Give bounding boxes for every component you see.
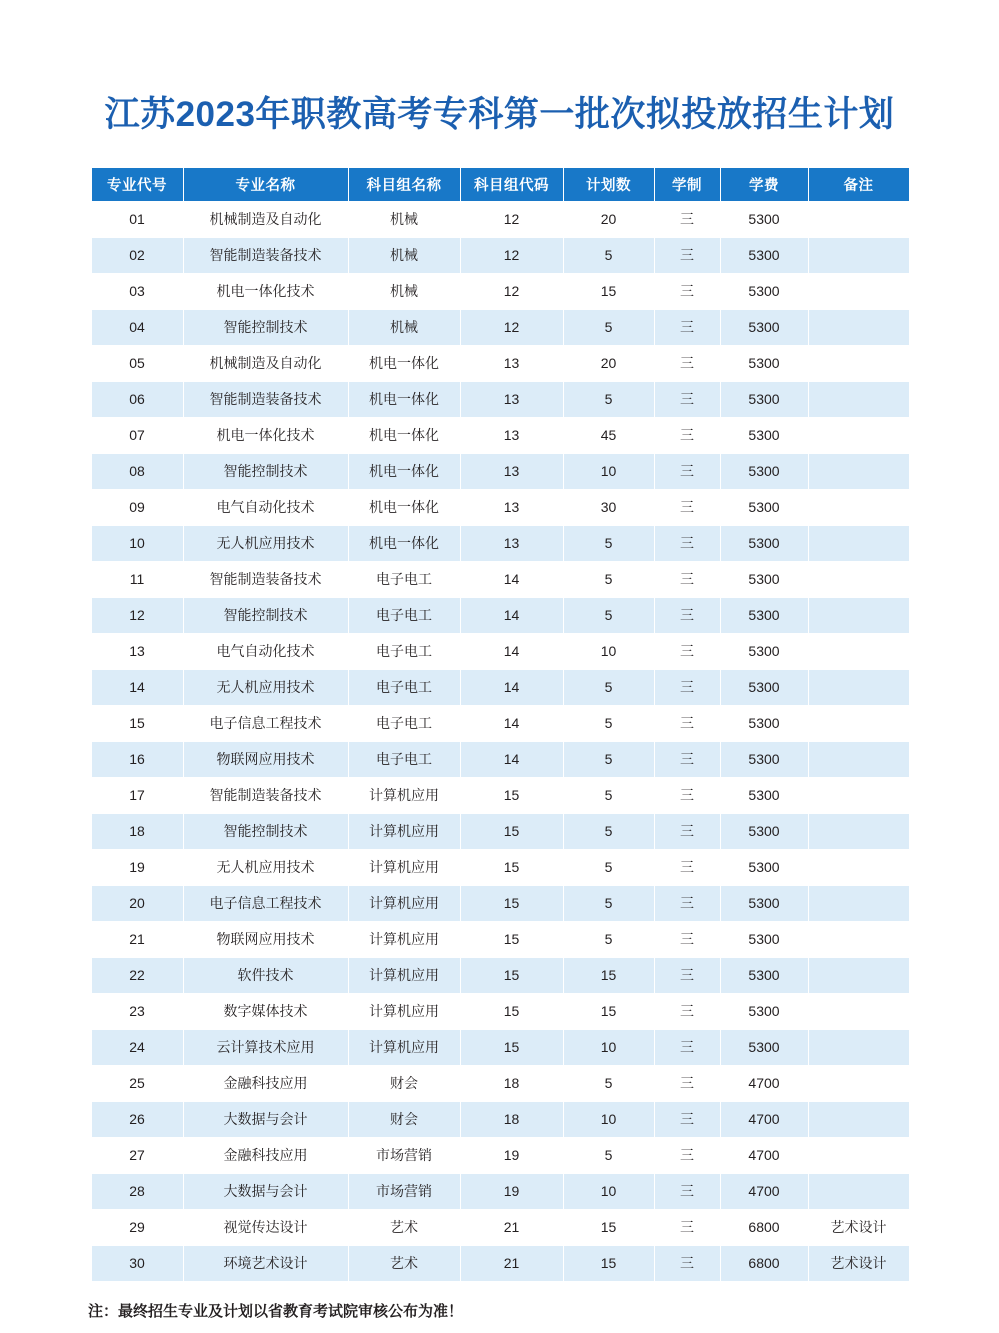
cell-major-name: 智能制造装备技术	[183, 777, 348, 813]
cell-major-code: 22	[91, 957, 183, 993]
cell-major-code: 23	[91, 993, 183, 1029]
cell-tuition: 5300	[720, 525, 808, 561]
cell-major-name: 视觉传达设计	[183, 1209, 348, 1245]
cell-major-code: 13	[91, 633, 183, 669]
cell-subject-group-name: 电子电工	[348, 633, 460, 669]
cell-tuition: 5300	[720, 597, 808, 633]
cell-tuition: 5300	[720, 885, 808, 921]
cell-remark	[808, 993, 909, 1029]
cell-tuition: 5300	[720, 381, 808, 417]
cell-subject-group-name: 机电一体化	[348, 381, 460, 417]
table-row	[91, 921, 909, 957]
cell-remark	[808, 561, 909, 597]
cell-subject-group-code: 15	[460, 1029, 563, 1065]
cell-major-code: 28	[91, 1173, 183, 1209]
cell-subject-group-code: 13	[460, 453, 563, 489]
cell-duration: 三	[654, 1029, 720, 1065]
cell-remark	[808, 309, 909, 345]
cell-major-name: 环境艺术设计	[183, 1245, 348, 1281]
column-header-remark: 备注	[808, 167, 909, 201]
cell-subject-group-name: 财会	[348, 1101, 460, 1137]
cell-major-code: 25	[91, 1065, 183, 1101]
cell-duration: 三	[654, 741, 720, 777]
cell-remark	[808, 237, 909, 273]
table-row	[91, 273, 909, 309]
cell-tuition: 5300	[720, 669, 808, 705]
table-row	[91, 597, 909, 633]
cell-major-name: 智能控制技术	[183, 309, 348, 345]
cell-duration: 三	[654, 957, 720, 993]
cell-major-name: 大数据与会计	[183, 1173, 348, 1209]
cell-subject-group-name: 电子电工	[348, 597, 460, 633]
cell-major-code: 08	[91, 453, 183, 489]
cell-subject-group-name: 电子电工	[348, 561, 460, 597]
cell-plan-count: 5	[563, 705, 654, 741]
column-header-major-name: 专业名称	[183, 167, 348, 201]
cell-duration: 三	[654, 705, 720, 741]
cell-tuition: 5300	[720, 777, 808, 813]
cell-tuition: 4700	[720, 1065, 808, 1101]
cell-remark	[808, 741, 909, 777]
cell-plan-count: 45	[563, 417, 654, 453]
cell-duration: 三	[654, 417, 720, 453]
cell-major-code: 04	[91, 309, 183, 345]
page-title: 江苏2023年职教高考专科第一批次拟投放招生计划	[104, 95, 895, 134]
cell-plan-count: 5	[563, 813, 654, 849]
cell-major-name: 智能控制技术	[183, 813, 348, 849]
cell-remark	[808, 525, 909, 561]
cell-subject-group-name: 电子电工	[348, 741, 460, 777]
cell-duration: 三	[654, 1245, 720, 1281]
cell-duration: 三	[654, 633, 720, 669]
table-row	[91, 813, 909, 849]
cell-major-code: 14	[91, 669, 183, 705]
cell-duration: 三	[654, 273, 720, 309]
cell-remark	[808, 417, 909, 453]
plan-table-container	[91, 167, 909, 1282]
table-body	[91, 201, 909, 1281]
cell-tuition: 5300	[720, 561, 808, 597]
cell-major-name: 智能制造装备技术	[183, 381, 348, 417]
cell-subject-group-name: 财会	[348, 1065, 460, 1101]
cell-tuition: 5300	[720, 741, 808, 777]
cell-subject-group-name: 艺术	[348, 1245, 460, 1281]
cell-major-name: 无人机应用技术	[183, 525, 348, 561]
column-header-subject-group-name: 科目组名称	[348, 167, 460, 201]
cell-remark	[808, 669, 909, 705]
cell-plan-count: 5	[563, 669, 654, 705]
cell-major-code: 19	[91, 849, 183, 885]
cell-subject-group-code: 14	[460, 741, 563, 777]
cell-plan-count: 20	[563, 345, 654, 381]
column-header-major-code: 专业代号	[91, 167, 183, 201]
cell-tuition: 5300	[720, 705, 808, 741]
cell-plan-count: 5	[563, 921, 654, 957]
cell-subject-group-code: 15	[460, 813, 563, 849]
table-row	[91, 489, 909, 525]
table-row	[91, 1245, 909, 1281]
cell-duration: 三	[654, 813, 720, 849]
table-row	[91, 345, 909, 381]
cell-tuition: 5300	[720, 417, 808, 453]
table-row	[91, 669, 909, 705]
cell-major-name: 电气自动化技术	[183, 633, 348, 669]
cell-subject-group-name: 机电一体化	[348, 525, 460, 561]
table-header	[91, 167, 909, 201]
cell-remark	[808, 849, 909, 885]
cell-major-code: 06	[91, 381, 183, 417]
table-row	[91, 777, 909, 813]
table-row	[91, 957, 909, 993]
cell-major-name: 物联网应用技术	[183, 921, 348, 957]
cell-subject-group-name: 计算机应用	[348, 957, 460, 993]
cell-major-name: 金融科技应用	[183, 1065, 348, 1101]
cell-tuition: 5300	[720, 345, 808, 381]
cell-plan-count: 20	[563, 201, 654, 237]
cell-major-code: 17	[91, 777, 183, 813]
cell-plan-count: 10	[563, 1173, 654, 1209]
table-row	[91, 453, 909, 489]
cell-duration: 三	[654, 381, 720, 417]
cell-duration: 三	[654, 1209, 720, 1245]
cell-major-name: 无人机应用技术	[183, 669, 348, 705]
cell-plan-count: 5	[563, 885, 654, 921]
cell-subject-group-code: 13	[460, 489, 563, 525]
cell-major-name: 机电一体化技术	[183, 273, 348, 309]
cell-major-code: 18	[91, 813, 183, 849]
cell-major-name: 机械制造及自动化	[183, 345, 348, 381]
cell-duration: 三	[654, 1065, 720, 1101]
cell-major-code: 30	[91, 1245, 183, 1281]
cell-plan-count: 10	[563, 1101, 654, 1137]
cell-major-name: 机电一体化技术	[183, 417, 348, 453]
table-row	[91, 309, 909, 345]
cell-major-name: 大数据与会计	[183, 1101, 348, 1137]
cell-subject-group-code: 15	[460, 993, 563, 1029]
cell-major-code: 26	[91, 1101, 183, 1137]
table-row	[91, 1209, 909, 1245]
cell-subject-group-name: 机械	[348, 273, 460, 309]
table-row	[91, 741, 909, 777]
table-row	[91, 633, 909, 669]
cell-major-name: 物联网应用技术	[183, 741, 348, 777]
cell-tuition: 5300	[720, 309, 808, 345]
cell-duration: 三	[654, 561, 720, 597]
cell-major-name: 金融科技应用	[183, 1137, 348, 1173]
cell-subject-group-code: 21	[460, 1209, 563, 1245]
cell-remark	[808, 597, 909, 633]
cell-remark	[808, 489, 909, 525]
cell-major-name: 智能制造装备技术	[183, 561, 348, 597]
cell-major-code: 27	[91, 1137, 183, 1173]
cell-subject-group-name: 计算机应用	[348, 993, 460, 1029]
cell-major-code: 15	[91, 705, 183, 741]
table-row	[91, 993, 909, 1029]
table-row	[91, 1137, 909, 1173]
cell-tuition: 5300	[720, 957, 808, 993]
cell-duration: 三	[654, 237, 720, 273]
cell-remark	[808, 1029, 909, 1065]
cell-remark	[808, 1101, 909, 1137]
cell-subject-group-name: 电子电工	[348, 705, 460, 741]
cell-plan-count: 15	[563, 1245, 654, 1281]
cell-major-name: 无人机应用技术	[183, 849, 348, 885]
cell-tuition: 5300	[720, 849, 808, 885]
table-row	[91, 417, 909, 453]
cell-remark	[808, 777, 909, 813]
cell-plan-count: 15	[563, 273, 654, 309]
cell-remark	[808, 813, 909, 849]
cell-plan-count: 5	[563, 525, 654, 561]
cell-tuition: 5300	[720, 1029, 808, 1065]
cell-subject-group-name: 电子电工	[348, 669, 460, 705]
cell-major-code: 12	[91, 597, 183, 633]
cell-duration: 三	[654, 453, 720, 489]
cell-subject-group-code: 12	[460, 201, 563, 237]
cell-remark	[808, 381, 909, 417]
cell-major-code: 20	[91, 885, 183, 921]
cell-remark	[808, 1137, 909, 1173]
table-row	[91, 525, 909, 561]
cell-duration: 三	[654, 1101, 720, 1137]
cell-remark: 艺术设计	[808, 1245, 909, 1281]
cell-tuition: 5300	[720, 489, 808, 525]
cell-subject-group-name: 机械	[348, 201, 460, 237]
cell-major-name: 云计算技术应用	[183, 1029, 348, 1065]
cell-plan-count: 5	[563, 777, 654, 813]
cell-major-name: 电气自动化技术	[183, 489, 348, 525]
cell-duration: 三	[654, 993, 720, 1029]
cell-duration: 三	[654, 489, 720, 525]
cell-plan-count: 30	[563, 489, 654, 525]
cell-duration: 三	[654, 849, 720, 885]
cell-remark	[808, 453, 909, 489]
cell-subject-group-code: 14	[460, 633, 563, 669]
cell-duration: 三	[654, 777, 720, 813]
cell-plan-count: 5	[563, 1065, 654, 1101]
cell-remark: 艺术设计	[808, 1209, 909, 1245]
cell-plan-count: 5	[563, 597, 654, 633]
cell-remark	[808, 633, 909, 669]
table-row	[91, 1065, 909, 1101]
cell-major-code: 16	[91, 741, 183, 777]
cell-major-code: 21	[91, 921, 183, 957]
cell-tuition: 5300	[720, 453, 808, 489]
column-header-duration: 学制	[654, 167, 720, 201]
cell-subject-group-name: 市场营销	[348, 1173, 460, 1209]
cell-duration: 三	[654, 345, 720, 381]
cell-plan-count: 5	[563, 1137, 654, 1173]
cell-major-name: 电子信息工程技术	[183, 705, 348, 741]
cell-major-code: 02	[91, 237, 183, 273]
cell-subject-group-code: 12	[460, 237, 563, 273]
cell-duration: 三	[654, 309, 720, 345]
cell-tuition: 5300	[720, 201, 808, 237]
cell-plan-count: 5	[563, 741, 654, 777]
cell-subject-group-name: 计算机应用	[348, 777, 460, 813]
cell-duration: 三	[654, 669, 720, 705]
cell-subject-group-code: 18	[460, 1101, 563, 1137]
cell-major-name: 智能制造装备技术	[183, 237, 348, 273]
cell-tuition: 5300	[720, 237, 808, 273]
table-row	[91, 381, 909, 417]
cell-major-code: 29	[91, 1209, 183, 1245]
cell-remark	[808, 921, 909, 957]
cell-plan-count: 10	[563, 1029, 654, 1065]
cell-plan-count: 5	[563, 381, 654, 417]
cell-tuition: 6800	[720, 1245, 808, 1281]
cell-remark	[808, 885, 909, 921]
table-header-row	[91, 167, 909, 201]
cell-major-code: 24	[91, 1029, 183, 1065]
cell-remark	[808, 957, 909, 993]
cell-tuition: 4700	[720, 1173, 808, 1209]
cell-subject-group-name: 计算机应用	[348, 921, 460, 957]
cell-plan-count: 10	[563, 633, 654, 669]
cell-subject-group-code: 15	[460, 957, 563, 993]
cell-subject-group-code: 13	[460, 525, 563, 561]
cell-subject-group-code: 12	[460, 273, 563, 309]
cell-remark	[808, 345, 909, 381]
cell-subject-group-name: 计算机应用	[348, 813, 460, 849]
cell-duration: 三	[654, 885, 720, 921]
cell-duration: 三	[654, 1137, 720, 1173]
cell-subject-group-code: 13	[460, 345, 563, 381]
cell-subject-group-name: 机电一体化	[348, 417, 460, 453]
cell-subject-group-name: 计算机应用	[348, 885, 460, 921]
cell-subject-group-name: 机械	[348, 309, 460, 345]
cell-major-code: 11	[91, 561, 183, 597]
cell-subject-group-code: 15	[460, 885, 563, 921]
cell-major-code: 09	[91, 489, 183, 525]
cell-tuition: 4700	[720, 1101, 808, 1137]
cell-tuition: 5300	[720, 813, 808, 849]
table-row	[91, 201, 909, 237]
cell-remark	[808, 201, 909, 237]
cell-tuition: 5300	[720, 273, 808, 309]
cell-subject-group-name: 计算机应用	[348, 849, 460, 885]
cell-tuition: 4700	[720, 1137, 808, 1173]
cell-remark	[808, 705, 909, 741]
cell-plan-count: 5	[563, 237, 654, 273]
table-row	[91, 237, 909, 273]
cell-subject-group-name: 市场营销	[348, 1137, 460, 1173]
cell-subject-group-name: 艺术	[348, 1209, 460, 1245]
cell-tuition: 5300	[720, 633, 808, 669]
table-row	[91, 705, 909, 741]
cell-remark	[808, 1065, 909, 1101]
cell-duration: 三	[654, 201, 720, 237]
cell-subject-group-code: 21	[460, 1245, 563, 1281]
cell-subject-group-code: 13	[460, 417, 563, 453]
cell-tuition: 5300	[720, 993, 808, 1029]
cell-duration: 三	[654, 597, 720, 633]
cell-remark	[808, 273, 909, 309]
cell-plan-count: 15	[563, 957, 654, 993]
column-header-subject-group-code: 科目组代码	[460, 167, 563, 201]
cell-subject-group-code: 19	[460, 1137, 563, 1173]
table-row	[91, 1101, 909, 1137]
cell-major-code: 07	[91, 417, 183, 453]
cell-subject-group-code: 14	[460, 597, 563, 633]
cell-subject-group-code: 19	[460, 1173, 563, 1209]
cell-subject-group-name: 机电一体化	[348, 345, 460, 381]
cell-tuition: 5300	[720, 921, 808, 957]
cell-major-code: 05	[91, 345, 183, 381]
cell-subject-group-code: 15	[460, 849, 563, 885]
cell-major-code: 10	[91, 525, 183, 561]
cell-duration: 三	[654, 921, 720, 957]
cell-major-name: 智能控制技术	[183, 597, 348, 633]
table-row	[91, 561, 909, 597]
cell-major-name: 电子信息工程技术	[183, 885, 348, 921]
table-row	[91, 1029, 909, 1065]
cell-plan-count: 15	[563, 1209, 654, 1245]
table-row	[91, 885, 909, 921]
cell-subject-group-code: 15	[460, 921, 563, 957]
cell-subject-group-name: 机电一体化	[348, 453, 460, 489]
cell-major-name: 软件技术	[183, 957, 348, 993]
cell-duration: 三	[654, 525, 720, 561]
cell-plan-count: 5	[563, 309, 654, 345]
cell-major-name: 智能控制技术	[183, 453, 348, 489]
cell-subject-group-name: 计算机应用	[348, 1029, 460, 1065]
cell-plan-count: 5	[563, 849, 654, 885]
cell-major-code: 01	[91, 201, 183, 237]
cell-subject-group-code: 14	[460, 705, 563, 741]
cell-subject-group-name: 机电一体化	[348, 489, 460, 525]
cell-major-name: 机械制造及自动化	[183, 201, 348, 237]
cell-plan-count: 5	[563, 561, 654, 597]
cell-plan-count: 10	[563, 453, 654, 489]
cell-duration: 三	[654, 1173, 720, 1209]
cell-remark	[808, 1173, 909, 1209]
cell-subject-group-code: 15	[460, 777, 563, 813]
cell-subject-group-code: 14	[460, 669, 563, 705]
cell-subject-group-code: 14	[460, 561, 563, 597]
cell-tuition: 6800	[720, 1209, 808, 1245]
cell-major-code: 03	[91, 273, 183, 309]
column-header-plan-count: 计划数	[563, 167, 654, 201]
cell-subject-group-code: 13	[460, 381, 563, 417]
table-row	[91, 1173, 909, 1209]
cell-subject-group-code: 18	[460, 1065, 563, 1101]
table-row	[91, 849, 909, 885]
admission-plan-table	[91, 167, 910, 1282]
column-header-tuition: 学费	[720, 167, 808, 201]
cell-subject-group-code: 12	[460, 309, 563, 345]
cell-major-name: 数字媒体技术	[183, 993, 348, 1029]
cell-plan-count: 15	[563, 993, 654, 1029]
footnote: 注：最终招生专业及计划以省教育考试院审核公布为准！	[88, 1302, 464, 1320]
cell-subject-group-name: 机械	[348, 237, 460, 273]
